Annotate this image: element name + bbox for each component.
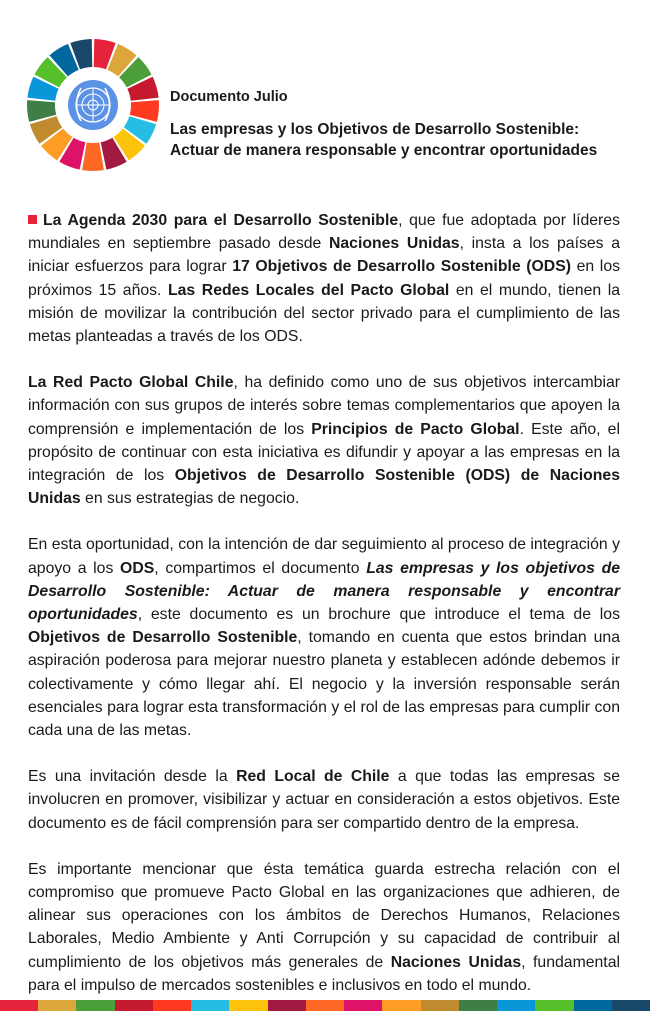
paragraph-5	[28, 858, 620, 997]
p1-bold: Naciones Unidas	[328, 235, 460, 253]
document-title	[170, 119, 630, 161]
p1-text: en los próximos 15 años.	[28, 258, 621, 299]
sdg-stripe-segment	[268, 1000, 306, 1011]
p3-text: , compartimos el documento	[154, 559, 367, 577]
document-header	[170, 89, 630, 161]
sdg-stripe-segment	[0, 1000, 38, 1011]
p4-text: Es una invitación desde la	[28, 768, 237, 786]
sdg-stripe-segment	[459, 1000, 497, 1011]
document-label: Documento Julio	[170, 89, 288, 105]
sdg-wheel-logo	[26, 38, 160, 172]
document-title-line2: Actuar de manera responsable y encontrar oportunidades	[170, 142, 598, 159]
p3-bold: ODS	[120, 559, 155, 577]
sdg-stripe-segment	[535, 1000, 573, 1011]
paragraph-3	[28, 533, 620, 742]
sdg-stripe-segment	[344, 1000, 382, 1011]
p1-bold: 17 Objetivos de Desarrollo Sostenible (ODS)	[232, 258, 572, 276]
sdg-stripe-segment	[306, 1000, 344, 1011]
sdg-stripe-segment	[115, 1000, 153, 1011]
sdg-stripe-segment	[76, 1000, 114, 1011]
un-emblem-icon	[68, 80, 118, 130]
sdg-stripe-segment	[191, 1000, 229, 1011]
sdg-wheel-segment	[82, 142, 104, 171]
p4-text: a que todas las empresas se involucren en promover, visibilizar y actuar en consideración a estos objetivos. Este documento es de fácil comprensión para ser compartido dentro de la empresa.	[28, 768, 620, 832]
sdg-stripe-segment	[382, 1000, 420, 1011]
p3-bold: Objetivos de Desarrollo Sostenible	[28, 629, 298, 647]
p5-text: Es importante mencionar que ésta temática guarda estrecha relación con el compromiso que promueve Pacto Global en las organizaciones que adhieren, de alinear sus operaciones con los ámbitos de Derechos Humanos, Relaciones Laborales, Medio Ambiente y Anti Corrupción y su capacidad de contribuir al cumplimiento de los objetivos más generales de	[28, 860, 620, 971]
p4-bold: Red Local de Chile	[236, 768, 390, 786]
p1-text: , insta a los países a iniciar esfuerzos para lograr	[28, 235, 621, 276]
p2-bold: La Red Pacto Global Chile	[28, 374, 234, 392]
p2-text: , ha definido como uno de sus objetivos intercambiar información con sus grupos de interés sobre temas complementarios que apoyen la comprensión e implementación de los	[28, 374, 620, 438]
p5-text: , fundamental para el impulso de mercados sostenibles e inclusivos en todo el mundo.	[28, 953, 620, 994]
sdg-color-stripe	[0, 1000, 650, 1011]
sdg-stripe-segment	[38, 1000, 76, 1011]
p2-bold: Objetivos de Desarrollo Sostenible (ODS) de Naciones Unidas	[28, 467, 620, 508]
p3-text: , tomando en cuenta que estos brindan una aspiración poderosa para mejorar nuestro planeta y establecen adónde debemos ir colectivamente y cómo llegar ahí. El negocio y la inversión responsable serán esenciales para lograr esta transformación y el rol de las empresas para cumplir con cada una de las metas.	[28, 629, 620, 740]
sdg-stripe-segment	[497, 1000, 535, 1011]
paragraph-2	[28, 371, 620, 510]
p1-bold: Las Redes Locales del Pacto Global	[168, 281, 450, 299]
document-body	[28, 209, 620, 1020]
paragraph-1	[28, 209, 620, 348]
sdg-stripe-segment	[229, 1000, 267, 1011]
p3-text: , este documento es un brochure que introduce el tema de los	[137, 606, 620, 624]
document-title-line1: Las empresas y los Objetivos de Desarrollo Sostenible:	[170, 121, 580, 138]
sdg-stripe-segment	[612, 1000, 650, 1011]
p2-text: en sus estrategias de negocio.	[80, 490, 300, 508]
p3-bold-italic: Las empresas y los objetivos de Desarrollo Sostenible: Actuar de manera responsable y encontrar oportunidades	[28, 559, 620, 624]
p5-bold: Naciones Unidas	[390, 953, 522, 971]
p1-text: , que fue adoptada por líderes mundiales en septiembre pasado desde	[28, 212, 620, 253]
sdg-stripe-segment	[421, 1000, 459, 1011]
sdg-stripe-segment	[153, 1000, 191, 1011]
paragraph-4	[28, 765, 620, 835]
p1-bold: La Agenda 2030 para el Desarrollo Sostenible	[43, 212, 399, 229]
p2-text: . Este año, el propósito de continuar con esta iniciativa es difundir y apoyar a las empresas en la integración de los	[28, 420, 620, 485]
red-square-bullet-icon	[28, 215, 37, 224]
sdg-stripe-segment	[574, 1000, 612, 1011]
p2-bold: Principios de Pacto Global	[311, 420, 520, 438]
p1-text: en el mundo, tienen la misión de movilizar la contribución del sector privado para el cumplimiento de las metas planteadas a través de los ODS.	[28, 281, 620, 346]
p3-text: En esta oportunidad, con la intención de dar seguimiento al proceso de integración y apoyo a los	[28, 536, 620, 577]
